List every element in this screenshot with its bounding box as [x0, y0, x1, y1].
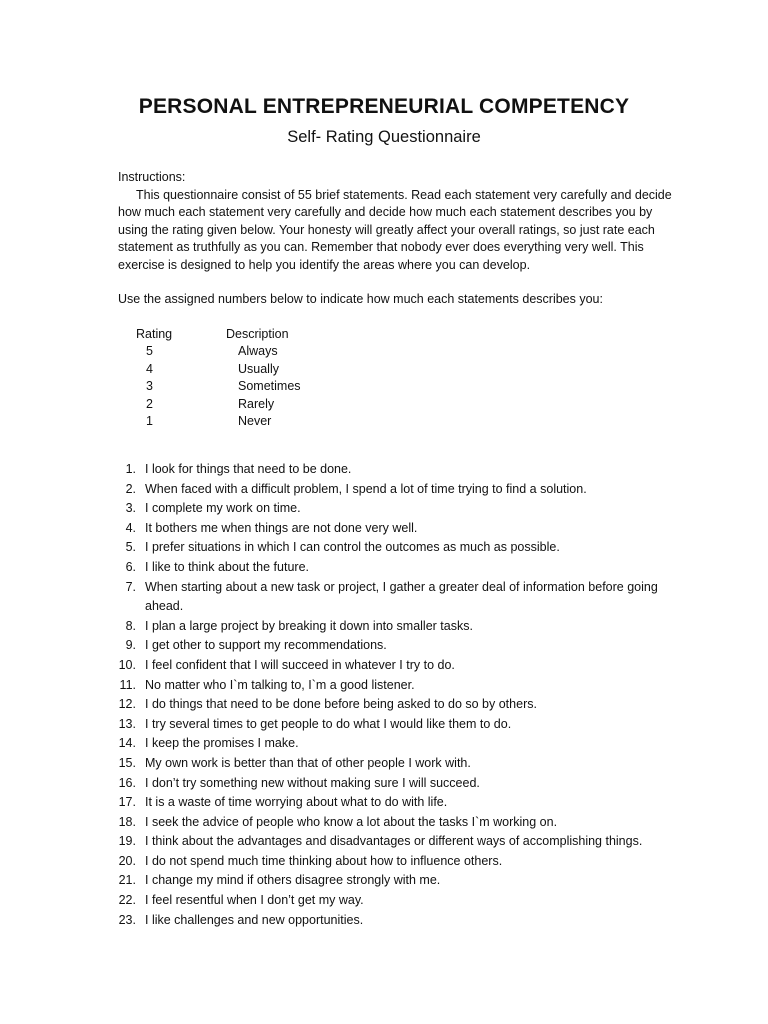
statement-text: I don’t try something new without making sure I will succeed.	[145, 775, 480, 790]
statement-item	[112, 813, 672, 833]
statement-number: 22.	[118, 893, 136, 908]
statement-item	[112, 852, 672, 872]
rating-value: 1	[146, 414, 153, 429]
rating-table-header	[136, 326, 301, 343]
statement-item	[112, 617, 672, 637]
statement-number: 5.	[125, 540, 136, 555]
rating-description: Always	[238, 344, 278, 359]
statement-item	[112, 558, 672, 578]
statement-text: When starting about a new task or project, I gather a greater deal of information before going ahead.	[145, 579, 658, 614]
statement-text: When faced with a difficult problem, I spend a lot of time trying to find a solution.	[145, 481, 587, 496]
statement-number: 7.	[125, 579, 136, 594]
rating-row	[136, 378, 301, 395]
rating-description: Sometimes	[238, 379, 301, 394]
statement-number: 21.	[118, 873, 136, 888]
statement-number: 11.	[119, 677, 136, 692]
statement-item	[112, 774, 672, 794]
statement-number: 9.	[125, 638, 136, 653]
statement-text: I like challenges and new opportunities.	[145, 912, 364, 927]
statement-number: 2.	[125, 481, 136, 496]
statement-number: 6.	[125, 559, 136, 574]
statement-item	[112, 460, 672, 480]
statement-number: 4.	[125, 520, 136, 535]
statement-text: I think about the advantages and disadvantages or different ways of accomplishing things.	[145, 834, 643, 849]
statement-number: 13.	[118, 716, 136, 731]
statement-number: 10.	[118, 657, 136, 672]
page-title: PERSONAL ENTREPRENEURIAL COMPETENCY	[138, 95, 630, 118]
statement-text: My own work is better than that of other people I work with.	[145, 755, 471, 770]
statement-text: I keep the promises I make.	[145, 736, 299, 751]
statement-item	[112, 754, 672, 774]
statement-item	[112, 538, 672, 558]
rating-value: 2	[146, 396, 153, 411]
statement-text: I change my mind if others disagree strongly with me.	[145, 873, 441, 888]
rating-row	[136, 361, 301, 378]
statement-item	[112, 578, 672, 617]
rating-description: Rarely	[238, 396, 275, 411]
statement-list	[112, 460, 672, 930]
statement-item	[112, 499, 672, 519]
statement-text: It is a waste of time worrying about what to do with life.	[145, 795, 448, 810]
statement-item	[112, 676, 672, 696]
statement-item	[112, 656, 672, 676]
statement-text: I prefer situations in which I can control the outcomes as much as possible.	[145, 540, 560, 555]
statement-number: 12.	[118, 697, 136, 712]
rating-description: Never	[238, 414, 272, 429]
statement-number: 20.	[118, 853, 136, 868]
statement-text: I get other to support my recommendations.	[145, 638, 387, 653]
statement-item	[112, 715, 672, 735]
statement-number: 8.	[125, 618, 136, 633]
statement-text: I feel confident that I will succeed in whatever I try to do.	[145, 657, 455, 672]
statement-item	[112, 480, 672, 500]
rating-value: 4	[146, 361, 153, 376]
rating-header: Rating	[136, 327, 173, 341]
rating-row	[136, 343, 301, 360]
statement-text: I do not spend much time thinking about how to influence others.	[145, 853, 503, 868]
statement-item	[112, 832, 672, 852]
statement-number: 16.	[118, 775, 136, 790]
statement-item	[112, 871, 672, 891]
instructions-text: This questionnaire consist of 55 brief statements. Read each statement very carefully and decide how much each statement very carefully and decide how much each statement describes you by using the rating given below. Your honesty will greatly affect your overall ratings, so just rate each statement as truthfully as you can. Remember that nobody ever does everything very well. This exercise is designed to help you identify the areas where you can develop.	[118, 188, 672, 272]
rating-value: 5	[146, 344, 153, 359]
statement-text: I plan a large project by breaking it down into smaller tasks.	[145, 618, 473, 633]
statement-item	[112, 519, 672, 539]
statement-number: 23.	[118, 912, 136, 927]
statement-text: I seek the advice of people who know a lot about the tasks I`m working on.	[145, 814, 558, 829]
statement-number: 17.	[118, 795, 136, 810]
statement-text: I try several times to get people to do what I would like them to do.	[145, 716, 512, 731]
statement-item	[112, 734, 672, 754]
page-subtitle: Self- Rating Questionnaire	[287, 128, 481, 146]
statement-number: 19.	[118, 834, 136, 849]
assign-instruction: Use the assigned numbers below to indicate how much each statements describes you:	[118, 292, 603, 306]
statement-number: 18.	[118, 814, 136, 829]
statement-number: 3.	[125, 501, 136, 516]
rating-value: 3	[146, 379, 153, 394]
statement-text: I feel resentful when I don’t get my way.	[145, 893, 364, 908]
statement-text: I complete my work on time.	[145, 501, 301, 516]
statement-text: It bothers me when things are not done very well.	[145, 520, 418, 535]
instructions-label: Instructions:	[118, 170, 186, 184]
statement-text: I do things that need to be done before being asked to do so by others.	[145, 697, 537, 712]
rating-row	[136, 396, 301, 413]
statement-number: 1.	[125, 462, 136, 476]
description-header: Description	[226, 327, 289, 341]
statement-text: I like to think about the future.	[145, 559, 309, 574]
statement-item	[112, 891, 672, 911]
rating-rows	[136, 343, 301, 430]
statement-item	[112, 636, 672, 656]
rating-scale-table	[136, 326, 301, 430]
rating-row	[136, 413, 301, 430]
statement-item	[112, 695, 672, 715]
statement-number: 14.	[118, 736, 136, 751]
statement-item	[112, 793, 672, 813]
rating-description: Usually	[238, 361, 279, 376]
statement-number: 15.	[118, 755, 136, 770]
statement-text: I look for things that need to be done.	[145, 462, 352, 476]
statement-item	[112, 911, 672, 931]
statement-text: No matter who I`m talking to, I`m a good listener.	[145, 677, 415, 692]
